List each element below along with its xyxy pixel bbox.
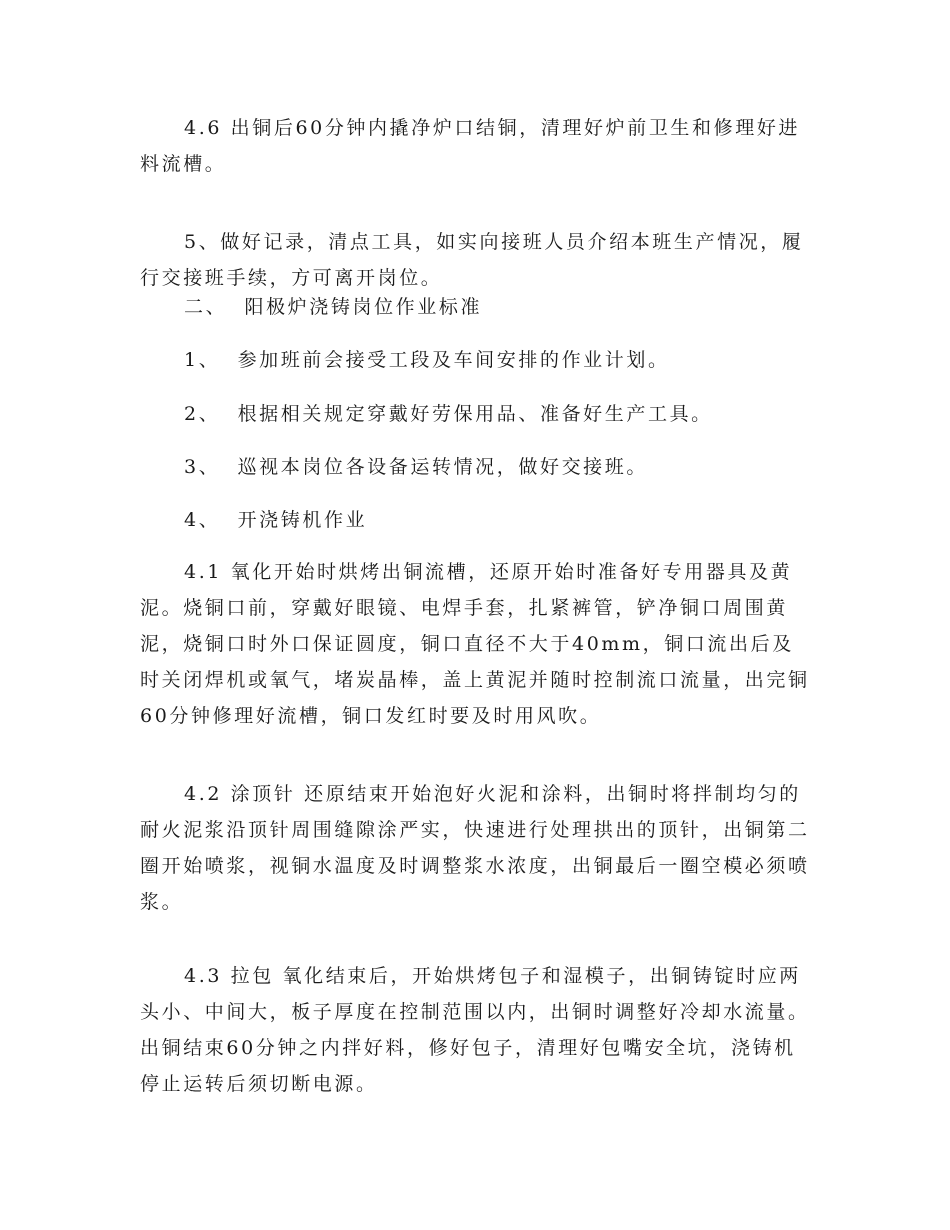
paragraph-5: 5、做好记录，清点工具，如实向接班人员介绍本班生产情况，履行交接班手续，方可离开岗位。	[140, 231, 804, 289]
paragraph-4-3: 4.3 拉包 氧化结束后，开始烘烤包子和湿模子，出铜铸锭时应两头小、中间大，板子厚度在控制范围以内，出铜时调整好冷却水流量。出铜结束60分钟之内拌好料，修好包子，清理好包嘴安全坑，浇铸机停止运转后须切断电源。	[140, 965, 810, 1095]
paragraph-item-2: 2、 根据相关规定穿戴好劳保用品、准备好生产工具。	[184, 403, 713, 425]
paragraph-item-4: 4、 开浇铸机作业	[184, 509, 368, 531]
paragraph-item-1: 1、 参加班前会接受工段及车间安排的作业计划。	[184, 349, 670, 371]
paragraph-4-2: 4.2 涂顶针 还原结束开始泡好火泥和涂料，出铜时将拌制均匀的耐火泥浆沿顶针周围缝隙涂严实，快速进行处理拱出的顶针，出铜第二圈开始喷浆，视铜水温度及时调整浆水浓度，出铜最后一圈空模必须喷浆。	[140, 783, 810, 913]
paragraph-4-1: 4.1 氧化开始时烘烤出铜流槽，还原开始时准备好专用器具及黄泥。烧铜口前，穿戴好眼镜、电焊手套，扎紧裤管，铲净铜口周围黄泥，烧铜口时外口保证圆度，铜口直径不大于40mm，铜口流出后及时关闭焊机或氧气，堵炭晶棒，盖上黄泥并随时控制流口流量，出完铜60分钟修理好流槽，铜口发红时要及时用风吹。	[140, 561, 810, 727]
section-heading-2: 二、 阳极炉浇铸岗位作业标准	[184, 296, 483, 318]
paragraph-item-3: 3、 巡视本岗位各设备运转情况，做好交接班。	[184, 456, 648, 478]
paragraph-4-6: 4.6 出铜后60分钟内撬净炉口结铜，清理好炉前卫生和修理好进料流槽。	[140, 117, 801, 175]
